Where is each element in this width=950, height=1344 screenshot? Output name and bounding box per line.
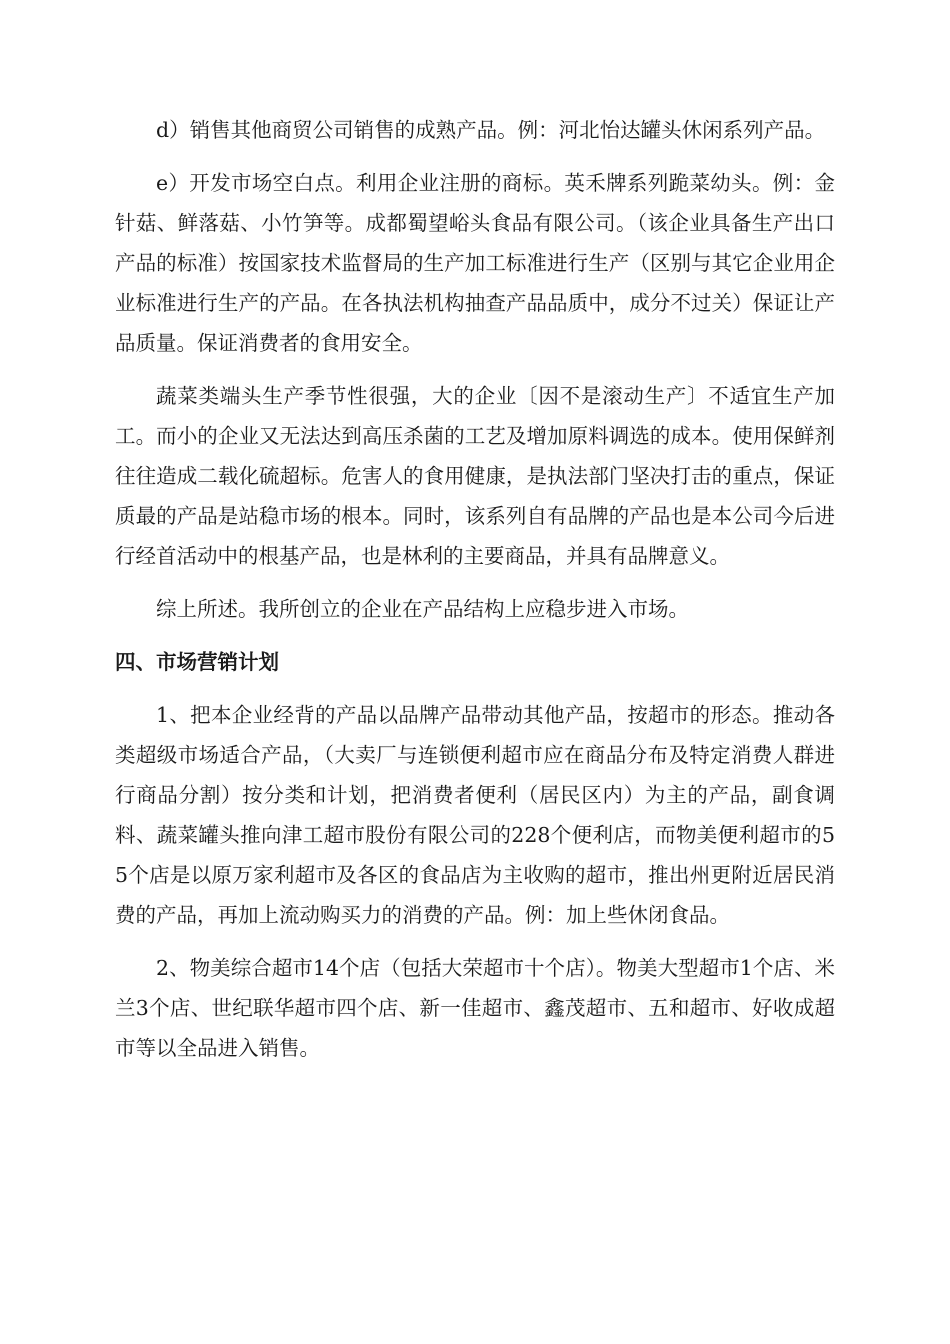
paragraph-d: d）销售其他商贸公司销售的成熟产品。例：河北怡达罐头休闲系列产品。 [156,118,826,142]
section-heading: 四、市场营销计划 [115,650,279,674]
paragraph-e: e）开发市场空白点。利用企业注册的商标。英禾牌系列跪菜幼头。例：金针菇、鲜落菇、小竹笋等。成都蜀望峪头食品有限公司。（该企业具备生产出口产品的标准）按国家技术监督局的生产加工标准进行生产（区别与其它企业用企业标准进行生产的产品。在各执法机构抽查产品品质中，成分不过关）保证让产品质量。保证消费者的食用安全。 [115,171,835,355]
paragraph-plan-2: 2、物美综合超市14个店（包括大荣超市十个店）。物美大型超市1个店、米兰3个店、世纪联华超市四个店、新一佳超市、鑫茂超市、五和超市、好收成超市等以全品进入销售。 [115,956,835,1060]
paragraph-plan-1: 1、把本企业经背的产品以品牌产品带动其他产品，按超市的形态。推动各类超级市场适合产品，（大卖厂与连锁便利超市应在商品分布及特定消费人群进行商品分割）按分类和计划，把消费者便利（居民区内）为主的产品，副食调料、蔬菜罐头推向津工超市股份有限公司的228个便利店，而物美便利超市的55个店是以原万家利超市及各区的食品店为主收购的超市，推出州更附近居民消费的产品，再加上流动购买力的消费的产品。例：加上些休闭食品。 [115,703,835,927]
document-body [115,110,835,1081]
paragraph-vegetables: 蔬菜类端头生产季节性很强，大的企业〔因不是滚动生产〕不适宜生产加工。而小的企业又无法达到高压杀菌的工艺及增加原料调选的成本。使用保鲜剂往往造成二载化硫超标。危害人的食用健康，是执法部门坚决打击的重点，保证质最的产品是站稳市场的根本。同时，该系列自有品牌的产品也是本公司今后进行经首活动中的根基产品，也是林利的主要商品，并具有品牌意义。 [115,384,835,568]
paragraph-summary: 综上所述。我所创立的企业在产品结构上应稳步进入市场。 [156,597,689,621]
